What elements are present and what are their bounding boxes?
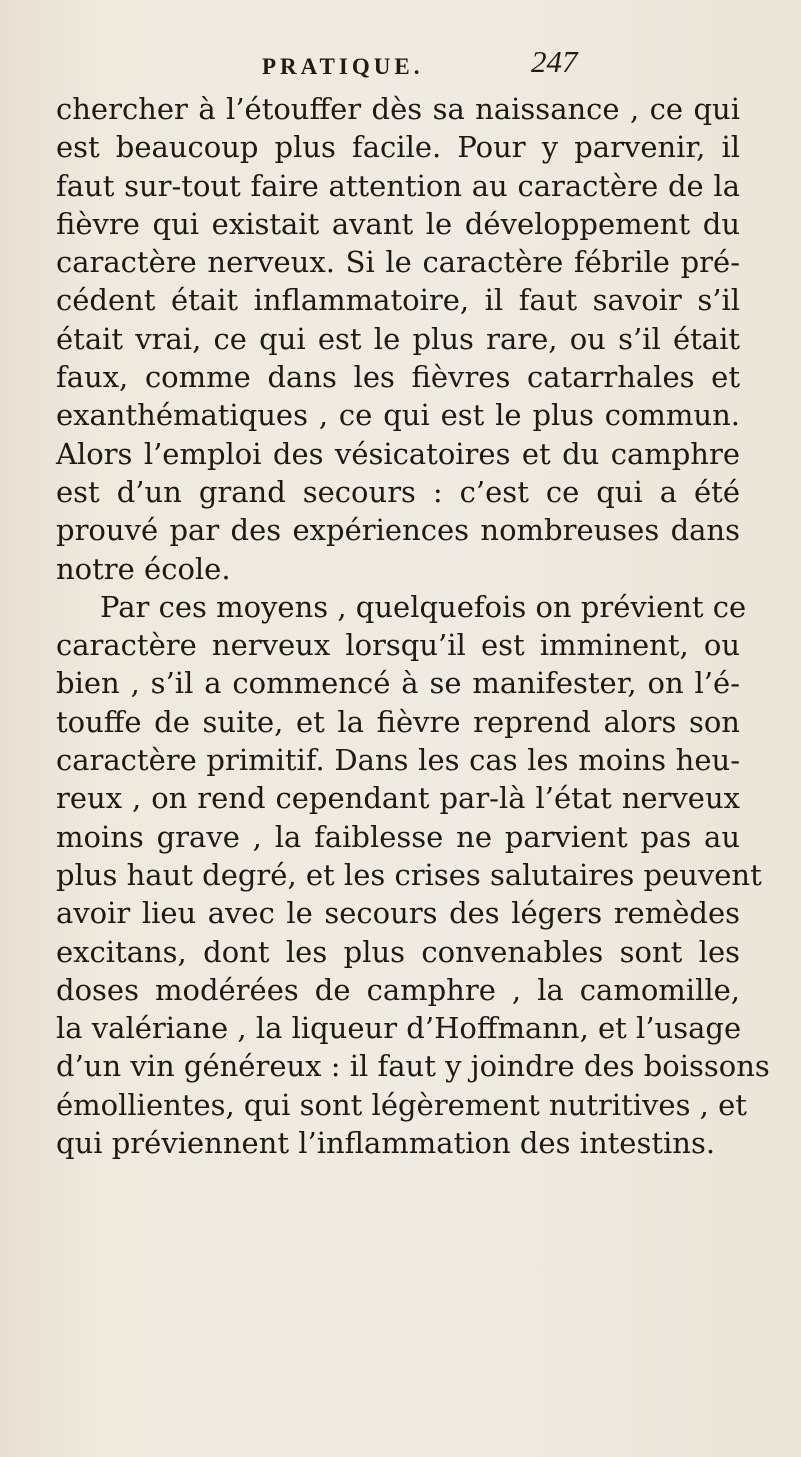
- text-line: émollientes, qui sont légèrement nutritives , et: [56, 1087, 747, 1122]
- text-line: est beaucoup plus facile. Pour y parvenir, il: [56, 130, 740, 165]
- text-line: bien , s’il a commencé à se manifester, on l’é-: [56, 666, 740, 701]
- text-line: Alors l’emploi des vésicatoires et du camphre: [56, 436, 740, 471]
- paragraph-start-line: Par ces moyens , quelquefois on prévient ce: [100, 589, 747, 624]
- text-line: plus haut degré, et les crises salutaires peuvent: [56, 857, 762, 892]
- paragraph-end-line: notre école.: [56, 551, 231, 586]
- text-line: avoir lieu avec le secours des légers remèdes: [56, 896, 740, 931]
- text-line: touffe de suite, et la fièvre reprend alors son: [56, 704, 740, 739]
- text-line: exanthématiques , ce qui est le plus commun.: [56, 398, 740, 433]
- running-head: PRATIQUE.: [262, 54, 424, 79]
- page-number: 247: [531, 44, 578, 79]
- text-line: moins grave , la faiblesse ne parvient pas au: [56, 819, 740, 854]
- text-line: caractère nerveux. Si le caractère fébrile pré-: [56, 245, 740, 280]
- text-line: prouvé par des expériences nombreuses dans: [56, 513, 740, 548]
- text-line: excitans, dont les plus convenables sont les: [56, 934, 740, 969]
- text-line: faux, comme dans les fièvres catarrhales et: [56, 360, 740, 395]
- text-line: est d’un grand secours : c’est ce qui a été: [56, 474, 740, 509]
- text-line: faut sur-tout faire attention au caractère de la: [56, 168, 740, 203]
- text-line: cédent était inflammatoire, il faut savoir s’il: [56, 283, 740, 318]
- text-line: fièvre qui existait avant le développement du: [56, 206, 740, 241]
- paragraph-end-line: qui préviennent l’inflammation des intestins.: [56, 1126, 716, 1161]
- body-text: [56, 90, 770, 1162]
- text-line: caractère nerveux lorsqu’il est imminent, ou: [56, 628, 740, 663]
- page-header: [0, 44, 801, 84]
- text-line: doses modérées de camphre , la camomille,: [56, 972, 740, 1007]
- text-line: la valériane , la liqueur d’Hoffmann, et l’usage: [56, 1011, 742, 1046]
- text-line: d’un vin généreux : il faut y joindre des boissons: [56, 1049, 770, 1084]
- text-line: chercher à l’étouffer dès sa naissance , ce qui: [56, 92, 740, 126]
- text-line: était vrai, ce qui est le plus rare, ou s’il était: [56, 321, 740, 356]
- text-line: caractère primitif. Dans les cas les moins heu-: [56, 743, 740, 778]
- text-line: reux , on rend cependant par-là l’état nerveux: [56, 781, 740, 816]
